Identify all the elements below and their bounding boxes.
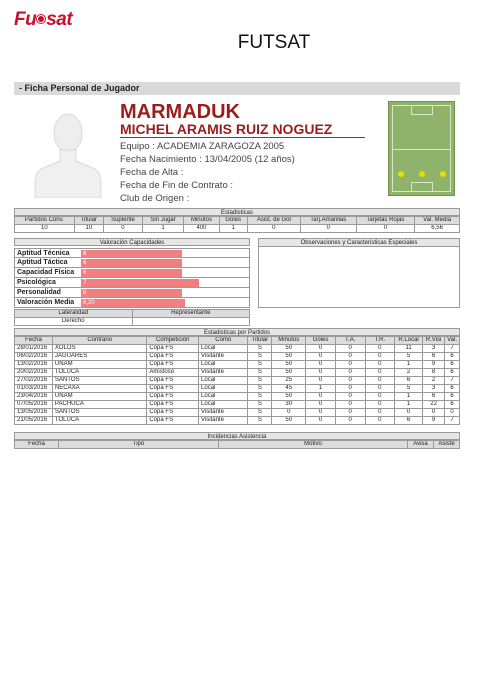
match-cell: 6	[445, 369, 460, 377]
match-cell: XOLOS	[52, 345, 146, 353]
match-cell: 0	[395, 409, 423, 417]
match-cell: Copa FS	[147, 377, 199, 385]
match-cell: 0	[306, 393, 336, 401]
match-cell: 6	[445, 353, 460, 361]
pitch-icon	[388, 101, 455, 196]
table-row	[15, 385, 460, 393]
match-cell: 0	[365, 393, 395, 401]
stats-value: 400	[184, 225, 219, 233]
capabilities-panel	[14, 238, 250, 308]
matches-header: Como	[199, 337, 248, 345]
match-cell: 0	[306, 401, 336, 409]
match-cell: PACHUCA	[52, 401, 146, 409]
document-title: FUTSAT	[237, 32, 311, 53]
incidents-header-row	[15, 441, 460, 449]
position-dot	[440, 171, 446, 177]
match-cell: 0	[306, 361, 336, 369]
stats-header: Suplente	[103, 217, 142, 225]
match-cell: 13/02/2016	[15, 361, 53, 369]
player-origin-club: Club de Origen :	[120, 193, 190, 204]
matches-header: T.A.	[335, 337, 365, 345]
capability-row	[14, 288, 250, 298]
match-cell: UNAM	[52, 393, 146, 401]
stats-header: Asist. de Gol	[247, 217, 300, 225]
match-cell: 2	[423, 377, 445, 385]
player-nickname: MARMADUK	[120, 101, 240, 123]
incidents-header: Avisa	[408, 441, 434, 449]
stats-header: Goles	[219, 217, 247, 225]
match-cell: 0	[306, 409, 336, 417]
stats-caption: Estadisticas	[14, 208, 460, 216]
stats-header: Minutos	[184, 217, 219, 225]
match-cell: NECAXA	[52, 385, 146, 393]
match-cell: 21/05/2016	[15, 417, 53, 425]
match-cell: 9	[423, 361, 445, 369]
match-cell: 0	[335, 345, 365, 353]
match-cell: 6	[423, 353, 445, 361]
match-cell: 6	[445, 393, 460, 401]
match-cell: 0	[365, 401, 395, 409]
incidents-header: Motivo	[219, 441, 408, 449]
match-cell: 0	[335, 353, 365, 361]
representative-value	[132, 318, 250, 326]
match-cell: 0	[365, 385, 395, 393]
brand-logo	[14, 9, 72, 31]
match-cell: 7	[445, 345, 460, 353]
match-cell: 6	[395, 377, 423, 385]
capability-label: Capacidad Física	[17, 269, 75, 276]
match-cell: S	[248, 393, 272, 401]
section-title: - Ficha Personal de Jugador	[14, 82, 460, 95]
match-cell: Copa FS	[147, 409, 199, 417]
match-cell: Copa FS	[147, 353, 199, 361]
player-contract-end: Fecha de Fin de Contrato :	[120, 180, 234, 191]
match-cell: 0	[365, 417, 395, 425]
stats-header: Tarj.Amarillas	[300, 217, 356, 225]
stats-value: 6,56	[415, 225, 460, 233]
match-cell: 8	[423, 369, 445, 377]
matches-table	[14, 328, 460, 425]
match-cell: S	[248, 345, 272, 353]
laterality-header-row	[15, 310, 250, 318]
capability-bar: 6	[81, 289, 182, 297]
match-cell: 1	[395, 361, 423, 369]
match-cell: 45	[272, 385, 306, 393]
player-team: Equipo : ACADEMIA ZARAGOZA 2005	[120, 141, 285, 152]
table-row	[15, 377, 460, 385]
match-cell: 25	[272, 377, 306, 385]
match-cell: 0	[335, 393, 365, 401]
capability-row	[14, 248, 250, 258]
match-cell: Local	[199, 401, 248, 409]
stats-header: Val. Media	[415, 217, 460, 225]
stats-header: Tarjetas Rojas	[356, 217, 415, 225]
capabilities-caption: Valoración Capacidades	[14, 238, 250, 246]
match-cell: Visitante	[199, 369, 248, 377]
match-cell: 23/04/2016	[15, 393, 53, 401]
match-cell: 0	[335, 401, 365, 409]
table-row	[15, 345, 460, 353]
stats-value: 10	[74, 225, 103, 233]
match-cell: 0	[365, 369, 395, 377]
match-cell: 1	[395, 393, 423, 401]
match-cell: Visitante	[199, 409, 248, 417]
logo-text-1: Fu	[14, 9, 37, 30]
capability-label: Aptitud Técnica	[17, 249, 70, 257]
match-cell: 0	[306, 353, 336, 361]
match-cell: 7	[445, 377, 460, 385]
player-alta: Fecha de Alta :	[120, 167, 184, 178]
match-cell: SANTOS	[52, 409, 146, 417]
table-row	[15, 393, 460, 401]
match-cell: 2	[395, 369, 423, 377]
position-dot	[398, 171, 404, 177]
match-cell: S	[248, 401, 272, 409]
capability-bar: 6	[81, 250, 182, 258]
matches-header: Minutos	[272, 337, 306, 345]
matches-header: Titular	[248, 337, 272, 345]
match-cell: 5	[395, 353, 423, 361]
capability-bar: 6	[81, 259, 182, 267]
match-cell: 0	[335, 361, 365, 369]
match-cell: 06/02/2016	[15, 353, 53, 361]
observations-caption: Observaciones y Caracteristicas Especiales	[259, 239, 459, 247]
laterality-header: Lateralidad	[15, 310, 133, 318]
stats-header: Partidos Conv.	[15, 217, 75, 225]
match-cell: S	[248, 361, 272, 369]
matches-header: Contrario	[52, 337, 146, 345]
match-cell: 11	[395, 345, 423, 353]
table-row	[15, 409, 460, 417]
match-cell: 0	[335, 369, 365, 377]
laterality-value: Derecho	[15, 318, 133, 326]
logo-text-2: sat	[46, 9, 73, 30]
match-cell: 27/02/2016	[15, 377, 53, 385]
match-cell: Copa FS	[147, 393, 199, 401]
stats-header: Sin Jugar	[142, 217, 183, 225]
match-cell: 0	[365, 345, 395, 353]
match-cell: 9	[423, 417, 445, 425]
position-dot	[419, 171, 425, 177]
match-cell: 50	[272, 345, 306, 353]
matches-caption: Estadisticas por Partidos	[14, 328, 460, 336]
match-cell: 3	[423, 385, 445, 393]
matches-header: R.Local	[395, 337, 423, 345]
laterality-table	[14, 309, 250, 326]
table-row	[15, 353, 460, 361]
match-cell: Local	[199, 377, 248, 385]
capability-bar: 6,20	[81, 299, 185, 307]
match-cell: 1	[306, 385, 336, 393]
match-cell: 6	[395, 417, 423, 425]
match-cell: 0	[423, 409, 445, 417]
match-cell: 22	[423, 401, 445, 409]
matches-header: Competición	[147, 337, 199, 345]
match-cell: 6	[445, 361, 460, 369]
match-cell: S	[248, 377, 272, 385]
stats-header: Titular	[74, 217, 103, 225]
match-cell: 50	[272, 393, 306, 401]
match-cell: Local	[199, 385, 248, 393]
match-cell: 0	[365, 409, 395, 417]
match-cell: Visitante	[199, 353, 248, 361]
matches-header: R.Visi	[423, 337, 445, 345]
table-row	[15, 417, 460, 425]
match-cell: 50	[272, 369, 306, 377]
matches-header-row	[15, 337, 460, 345]
match-cell: 0	[365, 361, 395, 369]
player-full-name: MICHEL ARAMIS RUIZ NOGUEZ	[120, 121, 333, 137]
match-cell: 0	[272, 409, 306, 417]
match-cell: 20/02/2016	[15, 369, 53, 377]
capability-row	[14, 258, 250, 268]
incidents-header: Fecha	[15, 441, 59, 449]
incidents-table	[14, 432, 460, 449]
match-cell: 0	[365, 353, 395, 361]
match-cell: Copa FS	[147, 417, 199, 425]
match-cell: 0	[306, 345, 336, 353]
match-cell: S	[248, 409, 272, 417]
match-cell: 01/03/2016	[15, 385, 53, 393]
match-cell: 0	[335, 385, 365, 393]
match-cell: 28/01/2016	[15, 345, 53, 353]
table-row	[15, 401, 460, 409]
capability-row	[14, 268, 250, 278]
capability-bar: 7	[81, 279, 199, 287]
ball-icon	[37, 15, 45, 23]
match-cell: Local	[199, 361, 248, 369]
match-cell: 5	[395, 385, 423, 393]
capability-label: Valoración Media	[17, 299, 75, 306]
match-cell: Copa FS	[147, 401, 199, 409]
matches-header: Fecha	[15, 337, 53, 345]
matches-header: T.R.	[365, 337, 395, 345]
table-row	[15, 369, 460, 377]
player-photo	[33, 103, 103, 198]
match-cell: S	[248, 417, 272, 425]
match-cell: 0	[306, 369, 336, 377]
matches-header: Val.	[445, 337, 460, 345]
match-cell: 1	[395, 401, 423, 409]
match-cell: Copa FS	[147, 345, 199, 353]
match-cell: Visitante	[199, 417, 248, 425]
match-cell: 7	[445, 417, 460, 425]
match-cell: S	[248, 385, 272, 393]
match-cell: Copa FS	[147, 361, 199, 369]
match-cell: 13/05/2016	[15, 409, 53, 417]
match-cell: SANTOS	[52, 377, 146, 385]
match-cell: 0	[365, 377, 395, 385]
match-cell: 30	[272, 401, 306, 409]
match-cell: Local	[199, 393, 248, 401]
incidents-header: Tipo	[59, 441, 219, 449]
player-birth: Fecha Nacimiento : 13/04/2005 (12 años)	[120, 154, 295, 165]
stats-value: 1	[142, 225, 183, 233]
match-cell: 0	[335, 377, 365, 385]
match-cell: 6	[445, 401, 460, 409]
match-cell: 6	[445, 385, 460, 393]
match-cell: 0	[445, 409, 460, 417]
stats-value: 0	[356, 225, 415, 233]
match-cell: S	[248, 353, 272, 361]
capability-label: Aptitud Táctica	[17, 259, 68, 266]
stats-value: 1	[219, 225, 247, 233]
match-cell: TOLUCA	[52, 369, 146, 377]
match-cell: S	[248, 369, 272, 377]
match-cell: 0	[306, 417, 336, 425]
incidents-header: Asiste	[434, 441, 460, 449]
capability-row	[14, 298, 250, 308]
match-cell: 6	[423, 393, 445, 401]
name-divider	[120, 137, 365, 138]
table-row	[15, 361, 460, 369]
stats-table	[14, 208, 460, 233]
capability-bar: 6	[81, 269, 182, 277]
stats-value: 0	[300, 225, 356, 233]
match-cell: Local	[199, 345, 248, 353]
match-cell: 50	[272, 353, 306, 361]
matches-header: Goles	[306, 337, 336, 345]
match-cell: 07/05/2016	[15, 401, 53, 409]
representative-header: Representante	[132, 310, 250, 318]
capability-row	[14, 278, 250, 288]
stats-value: 0	[103, 225, 142, 233]
match-cell: Amistoso	[147, 369, 199, 377]
laterality-value-row	[15, 318, 250, 326]
match-cell: JAGUARES	[52, 353, 146, 361]
stats-value-row	[15, 225, 460, 233]
capability-label: Personalidad	[17, 289, 61, 296]
capability-label: Psicológica	[17, 279, 56, 286]
match-cell: UNAM	[52, 361, 146, 369]
match-cell: TOLUCA	[52, 417, 146, 425]
match-cell: 50	[272, 417, 306, 425]
match-cell: 0	[335, 409, 365, 417]
stats-value: 0	[247, 225, 300, 233]
match-cell: 50	[272, 361, 306, 369]
match-cell: 3	[423, 345, 445, 353]
match-cell: Copa FS	[147, 385, 199, 393]
stats-value: 10	[15, 225, 75, 233]
match-cell: 0	[335, 417, 365, 425]
incidents-caption: Incidencias Asistencia	[14, 432, 460, 440]
stats-header-row	[15, 217, 460, 225]
observations-panel	[258, 238, 460, 308]
match-cell: 0	[306, 377, 336, 385]
